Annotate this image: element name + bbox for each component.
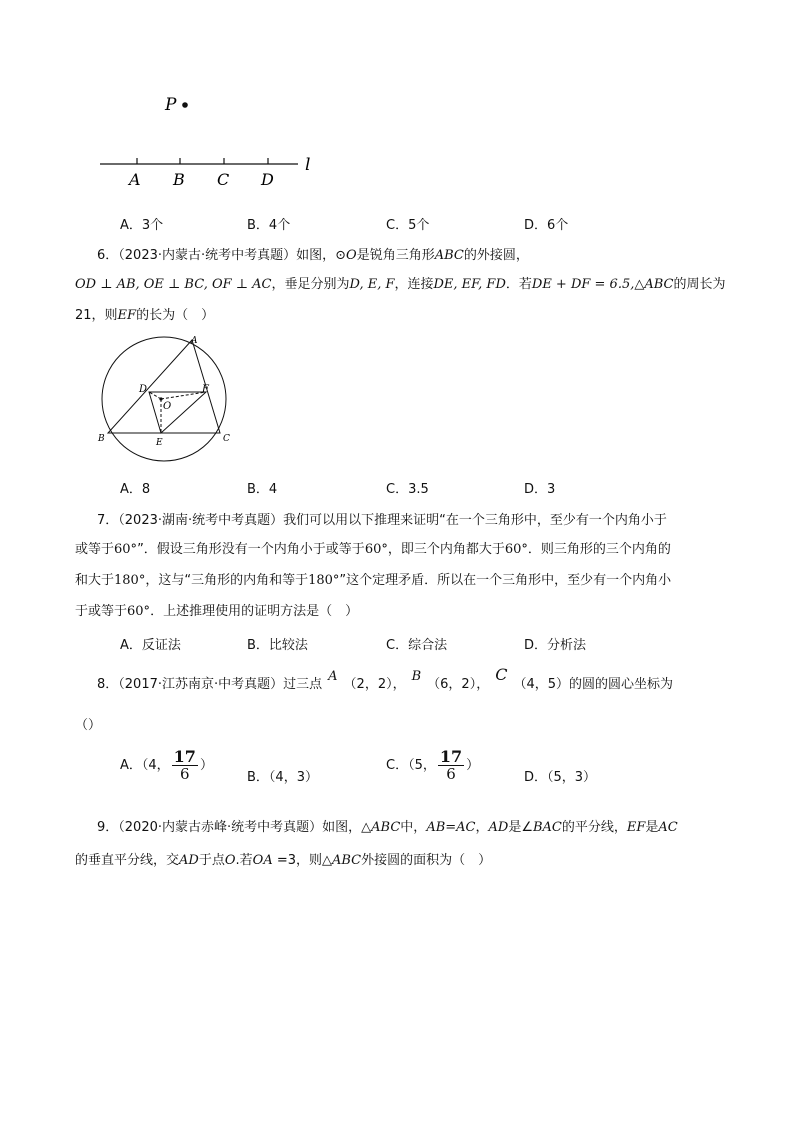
- q6-text: 如图，: [296, 248, 336, 263]
- q8-point-b: B: [411, 669, 422, 684]
- q7-text: 我们可以用以下推理来证明“在一个三角形中，至少有一个内角小于: [283, 513, 667, 528]
- q9-source: （2020·内蒙古赤峰·统考中考真题）: [118, 820, 323, 835]
- q6-text: 是锐角三角形: [356, 248, 435, 263]
- q9-text: 中，: [400, 820, 427, 835]
- number-line-figure: [90, 90, 330, 190]
- label-c: C: [217, 170, 230, 189]
- fraction-denominator: 6: [180, 765, 190, 783]
- q8-option-d[interactable]: D．（5，3）: [524, 770, 597, 785]
- q6-label-d: D: [139, 384, 148, 395]
- q7-text: ．则三角形的三个内角的: [527, 542, 671, 557]
- q8-option-a[interactable]: [120, 749, 213, 783]
- q8-line-2: [75, 716, 760, 736]
- q7-deg-180: 180°: [114, 573, 146, 588]
- q9-triangle: △ABC: [322, 853, 362, 868]
- label-a: A: [129, 170, 141, 189]
- q9-text: 如图，: [322, 820, 362, 835]
- q9-ef: EF: [626, 820, 646, 835]
- label-b: B: [173, 170, 185, 189]
- q6-text: 的长为（ ）: [136, 308, 215, 323]
- q7-deg-60: 60°: [364, 542, 388, 557]
- q6-cond: DE + DF = 6.5,△ABC: [531, 277, 674, 292]
- q5-option-b[interactable]: B．4个: [247, 218, 291, 233]
- point-p-label: P: [165, 95, 177, 115]
- q8-point-a: A: [328, 669, 338, 684]
- q9-ac: AC: [658, 820, 678, 835]
- q6-line-2: [75, 275, 760, 295]
- q8-line-1: [75, 665, 760, 695]
- q7-number: 7．: [97, 513, 119, 528]
- q7-text: 和大于: [75, 573, 115, 588]
- q9-ab-ac: AB=AC: [426, 820, 476, 835]
- q7-line-1: [75, 511, 760, 531]
- q8-text: 过三点: [283, 677, 323, 692]
- q9-text: 是: [645, 820, 659, 835]
- q8-text: （）: [75, 718, 102, 733]
- q8-option-c[interactable]: [386, 749, 479, 783]
- q7-source: （2023·湖南·统考中考真题）: [118, 513, 284, 528]
- q6-label-o: O: [163, 401, 172, 412]
- q8-coord-a: （2，2），: [343, 677, 406, 692]
- q5-option-c[interactable]: C．5个: [386, 218, 430, 233]
- q8-option-a-text: A．（4，: [120, 758, 170, 773]
- q7-text: ”这个定理矛盾．所以在一个三角形中，至少有一个内角小: [339, 573, 672, 588]
- q8-coord-b: （6，2），: [427, 677, 490, 692]
- q6-triangle-def: [149, 392, 206, 433]
- q7-option-b[interactable]: B．比较法: [247, 638, 308, 653]
- q9-text: 是∠: [508, 820, 533, 835]
- q8-option-c-fraction: [438, 749, 464, 782]
- q7-text: 于或等于: [75, 604, 128, 619]
- q8-option-a-text: ）: [199, 758, 213, 773]
- q6-segs: DE, EF, FD: [433, 277, 506, 292]
- q9-text: 外接圆的面积为（ ）: [361, 853, 492, 868]
- q7-deg-60: 60°: [114, 542, 138, 557]
- q7-deg-180: 180°: [308, 573, 340, 588]
- q6-option-c[interactable]: C．3.5: [386, 482, 429, 497]
- q9-text: .若: [235, 853, 253, 868]
- q6-label-f: F: [202, 384, 209, 395]
- q9-ad: AD: [179, 853, 199, 868]
- q7-text: ．上述推理使用的证明方法是（ ）: [150, 604, 359, 619]
- q7-deg-60: 60°: [127, 604, 151, 619]
- q6-text: ，垂足分别为: [271, 277, 350, 292]
- q6-option-a[interactable]: A．8: [120, 482, 151, 497]
- q8-option-a-fraction: [172, 749, 198, 782]
- q7-line-2: [75, 540, 760, 560]
- q6-text: ．若: [505, 277, 532, 292]
- q6-source: （2023·内蒙古·统考中考真题）: [118, 248, 297, 263]
- label-d: D: [261, 170, 274, 189]
- fraction-numerator: 17: [439, 747, 463, 766]
- q9-number: 9．: [97, 820, 119, 835]
- q9-text: 的平分线，: [561, 820, 627, 835]
- q6-option-d[interactable]: D．3: [524, 482, 556, 497]
- q9-triangle: △ABC: [361, 820, 401, 835]
- q6-number: 6．: [97, 248, 119, 263]
- q6-option-b[interactable]: B．4: [247, 482, 278, 497]
- q6-text: 的外接圆，: [463, 248, 529, 263]
- q8-option-c-text: C．（5，: [386, 758, 436, 773]
- q6-ef: EF: [117, 308, 137, 323]
- q7-option-a[interactable]: A．反证法: [120, 638, 181, 653]
- point-p-dot: [182, 102, 188, 108]
- q9-bac: BAC: [532, 820, 562, 835]
- q8-option-b[interactable]: B．（4，3）: [247, 770, 318, 785]
- q6-circle-o: ⊙O: [335, 248, 357, 263]
- fraction-numerator: 17: [173, 747, 196, 766]
- q6-circle-figure: [95, 335, 235, 465]
- q9-line-2: [75, 851, 760, 871]
- q6-perp: OD ⊥ AB, OE ⊥ BC, OF ⊥ AC: [75, 277, 272, 292]
- q9-text: ，: [475, 820, 489, 835]
- q9-oa: OA: [252, 853, 273, 868]
- q8-coord-c: （4，5）的圆的圆心坐标为: [513, 677, 673, 692]
- q7-text: ，这与“三角形的内角和等于: [145, 573, 309, 588]
- q7-option-d[interactable]: D．分析法: [524, 638, 587, 653]
- q6-text: 的周长为: [673, 277, 726, 292]
- q6-label-b: B: [98, 434, 105, 444]
- q6-feet: D, E, F: [349, 277, 395, 292]
- q6-label-a: A: [191, 336, 198, 346]
- q5-option-d[interactable]: D．6个: [524, 218, 569, 233]
- q7-option-c[interactable]: C．综合法: [386, 638, 448, 653]
- q6-line-3: [75, 306, 760, 326]
- q6-text: 21，则: [75, 308, 118, 323]
- q6-text: ，连接: [394, 277, 434, 292]
- q9-text: =3，则: [272, 853, 322, 868]
- q5-option-a[interactable]: A．3个: [120, 218, 164, 233]
- q7-line-4: [75, 602, 760, 622]
- q9-o: O: [224, 853, 236, 868]
- q8-point-c: C: [495, 665, 508, 684]
- q9-text: 于点: [198, 853, 225, 868]
- q8-source: （2017·江苏南京·中考真题）: [118, 677, 284, 692]
- q9-text: 的垂直平分线，交: [75, 853, 180, 868]
- q6-label-e: E: [156, 438, 163, 448]
- q6-line-1: [75, 246, 760, 266]
- label-l: l: [305, 155, 311, 175]
- q7-line-3: [75, 571, 760, 591]
- q7-deg-60: 60°: [504, 542, 528, 557]
- q9-ad: AD: [488, 820, 509, 835]
- q8-option-c-text: ）: [466, 758, 480, 773]
- q6-abc: ABC: [434, 248, 464, 263]
- q7-text: 或等于: [75, 542, 115, 557]
- q6-label-c: C: [223, 434, 230, 444]
- q8-number: 8．: [97, 677, 119, 692]
- q7-text: ”．假设三角形没有一个内角小于或等于: [137, 542, 365, 557]
- q9-line-1: [75, 818, 760, 838]
- q7-text: ，即三个内角都大于: [387, 542, 505, 557]
- fraction-denominator: 6: [446, 765, 456, 783]
